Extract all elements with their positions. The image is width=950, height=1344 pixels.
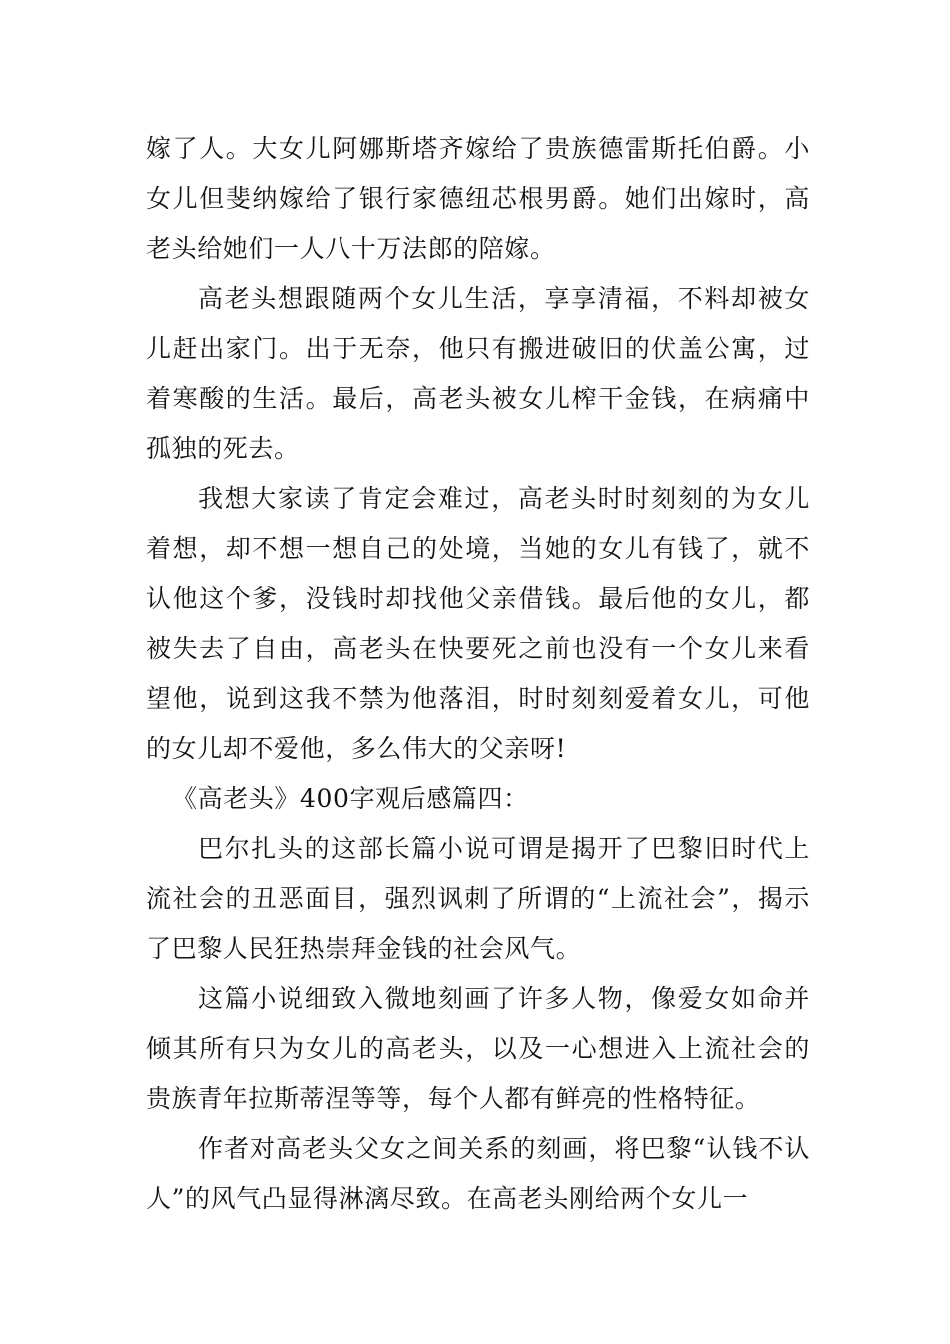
- paragraph: 作者对高老头父女之间关系的刻画，将巴黎“认钱不认人”的风气凸显得淋漓尽致。在高老头刚给两个女儿一: [146, 1134, 810, 1213]
- section-heading: 《高老头》400字观后感篇四：: [172, 784, 529, 813]
- paragraph-continuation: 嫁了人。大女儿阿娜斯塔齐嫁给了贵族德雷斯托伯爵。小女儿但斐纳嫁给了银行家德纽芯根男爵。她们出嫁时，高老头给她们一人八十万法郎的陪嫁。: [146, 134, 810, 263]
- paragraph: 这篇小说细致入微地刻画了许多人物，像爱女如命并倾其所有只为女儿的高老头，以及一心想进入上流社会的贵族青年拉斯蒂涅等等，每个人都有鲜亮的性格特征。: [146, 984, 810, 1113]
- paragraph: 巴尔扎头的这部长篇小说可谓是揭开了巴黎旧时代上流社会的丑恶面目，强烈讽刺了所谓的“上流社会”，揭示了巴黎人民狂热崇拜金钱的社会风气。: [146, 834, 810, 963]
- document-body: [146, 124, 810, 1224]
- paragraph: 高老头想跟随两个女儿生活，享享清福，不料却被女儿赶出家门。出于无奈，他只有搬进破旧的伏盖公寓，过着寒酸的生活。最后，高老头被女儿榨干金钱，在病痛中孤独的死去。: [146, 284, 810, 463]
- paragraph: 我想大家读了肯定会难过，高老头时时刻刻的为女儿着想，却不想一想自己的处境，当她的女儿有钱了，就不认他这个爹，没钱时却找他父亲借钱。最后他的女儿，都被失去了自由，高老头在快要死之前也没有一个女儿来看望他，说到这我不禁为他落泪，时时刻刻爱着女儿，可他的女儿却不爱他，多么伟大的父亲呀!: [146, 484, 810, 763]
